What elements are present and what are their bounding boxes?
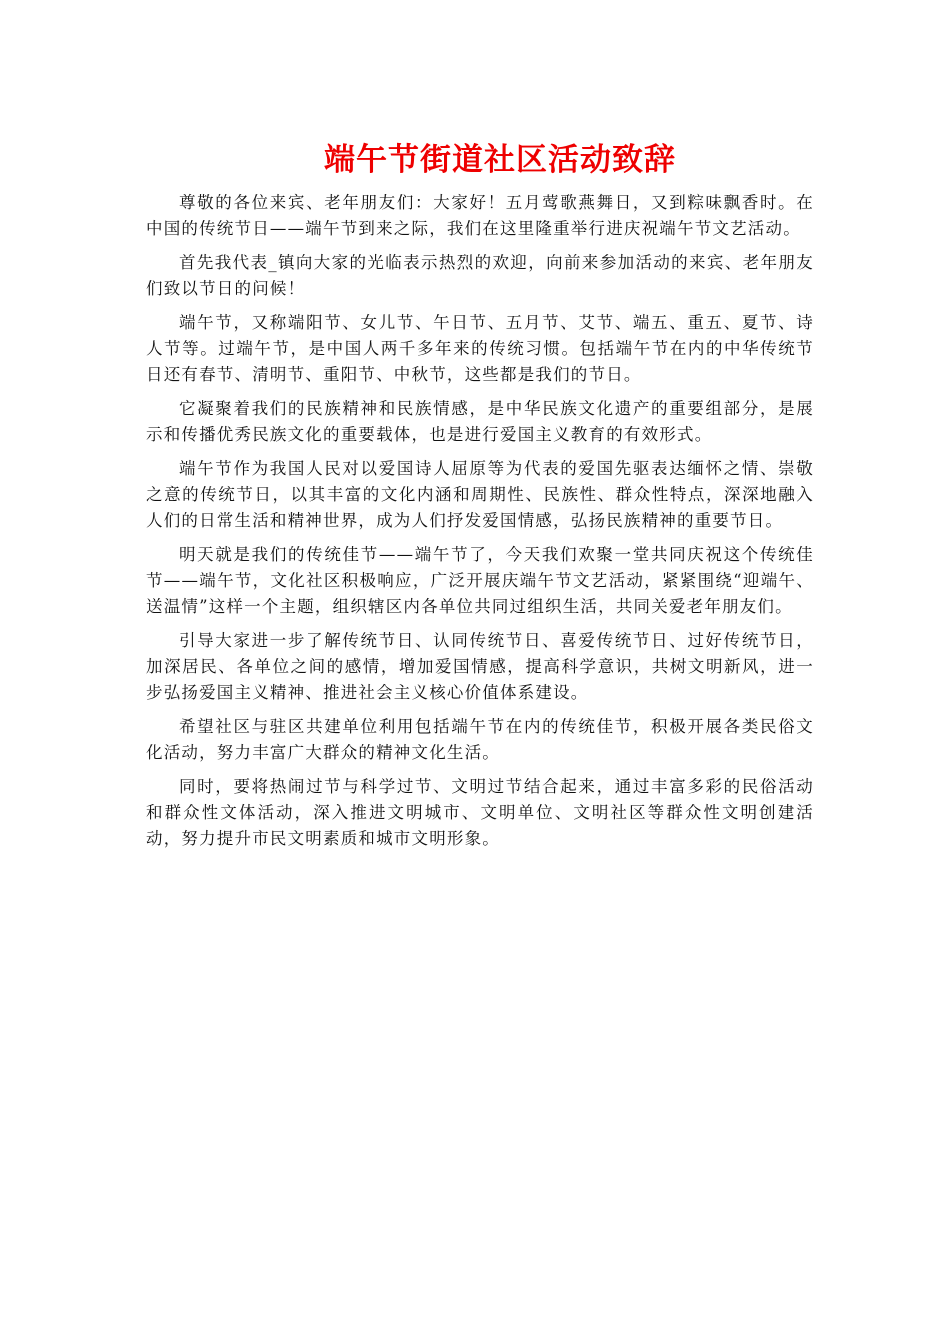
paragraph-qu-yuan: 端午节作为我国人民对以爱国诗人屈原等为代表的爱国先驱表达缅怀之情、崇敬之意的传统节日，以其丰富的文化内涵和周期性、民族性、群众性特点，深深地融入人们的日常生活和精神世界，成为人们抒发爱国情感，弘扬民族精神的重要节日。 [146,459,814,530]
paragraph-celebration: 明天就是我们的传统佳节——端午节了，今天我们欢聚一堂共同庆祝这个传统佳节——端午节，文化社区积极响应，广泛开展庆端午节文艺活动，紧紧围绕“迎端午、送温情”这样一个主题，组织辖区内各单位共同过组织生活，共同关爱老年朋友们。 [146,545,814,616]
document-title: 端午节街道社区活动致辞 [324,142,676,178]
paragraph-guidance: 引导大家进一步了解传统节日、认同传统节日、喜爱传统节日、过好传统节日，加深居民、各单位之间的感情，增加爱国情感，提高科学意识，共树文明新风，进一步弘扬爱国主义精神、推进社会主义核心价值体系建设。 [146,631,814,702]
paragraph-closing: 同时，要将热闹过节与科学过节、文明过节结合起来，通过丰富多彩的民俗活动和群众性文体活动，深入推进文明城市、文明单位、文明社区等群众性文明创建活动，努力提升市民文明素质和城市文明形象。 [146,777,814,848]
paragraph-hope: 希望社区与驻区共建单位利用包括端午节在内的传统佳节，积极开展各类民俗文化活动，努力丰富广大群众的精神文化生活。 [146,717,814,762]
paragraph-welcome: 首先我代表_镇向大家的光临表示热烈的欢迎，向前来参加活动的来宾、老年朋友们致以节日的问候！ [146,253,814,298]
paragraph-festival-names: 端午节，又称端阳节、女儿节、午日节、五月节、艾节、端五、重五、夏节、诗人节等。过端午节，是中国人两千多年来的传统习惯。包括端午节在内的中华传统节日还有春节、清明节、重阳节、中秋节，这些都是我们的节日。 [146,313,814,384]
paragraph-national-spirit: 它凝聚着我们的民族精神和民族情感，是中华民族文化遗产的重要组部分，是展示和传播优秀民族文化的重要载体，也是进行爱国主义教育的有效形式。 [146,399,814,444]
document-body [146,190,814,860]
paragraph-greeting: 尊敬的各位来宾、老年朋友们：大家好！五月莺歌燕舞日，又到粽味飘香时。在中国的传统节日——端午节到来之际，我们在这里隆重举行进庆祝端午节文艺活动。 [146,193,814,238]
